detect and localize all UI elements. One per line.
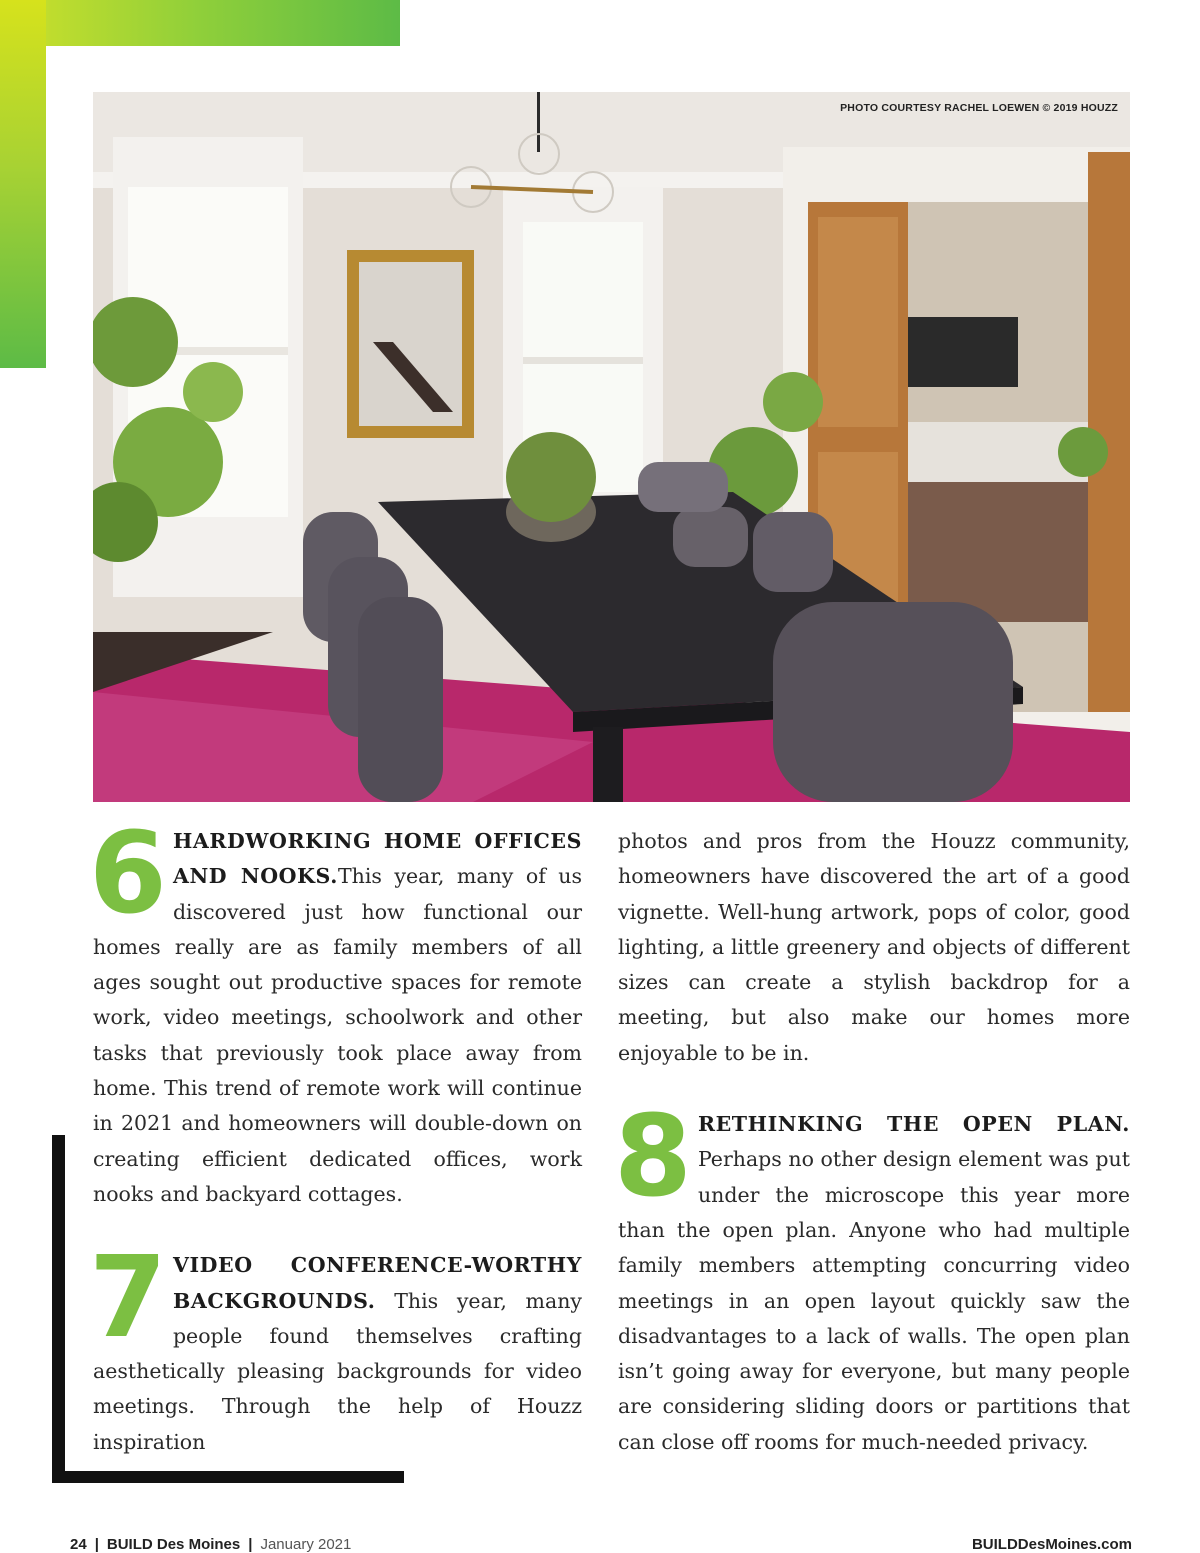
publication-name: BUILD Des Moines (106, 1536, 241, 1553)
website-link[interactable]: BUILDDesMoines.com (971, 1536, 1132, 1553)
article-column-left (89, 809, 582, 1460)
section-8 (614, 1092, 1130, 1460)
section-6 (89, 809, 582, 1212)
section-6-number: 6 (89, 809, 167, 939)
section-7-heading: VIDEO CONFERENCE-WORTHY BACKGROUNDS. (172, 1253, 582, 1313)
footer-left (70, 1536, 351, 1553)
page-number: 24 (70, 1536, 87, 1553)
dining-room-illustration (93, 92, 1130, 802)
issue-date: January 2021 (260, 1536, 352, 1553)
green-corner-bar-top (0, 0, 400, 46)
section-7 (89, 1233, 582, 1460)
black-corner-bar-bottom (52, 1471, 404, 1483)
page-footer (70, 1536, 1132, 1553)
section-7-body: This year, many people found themselves crafting aesthetically pleasing backgrounds for video meetings. Through the help of Houzz inspiration (93, 1288, 582, 1454)
article-column-right (614, 824, 1130, 1460)
dining-room-photo (93, 92, 1130, 802)
section-8-body: Perhaps no other design element was put under the microscope this year more than the open plan. Anyone who had multiple family members attempting concurring video meetings in an open layout quickly saw the disadvantages to a lack of walls. The open plan isn’t going away for everyone, but many people are considering sliding doors or partitions that can close off rooms for much-needed privacy. (618, 1147, 1130, 1454)
section-7-continued: photos and pros from the Houzz community, homeowners have discovered the art of a good vignette. Well-hung artwork, pops of color, good lighting, a little greenery and objects of different sizes can create a stylish backdrop for a meeting, but also make our homes more enjoyable to be in. (618, 829, 1130, 1065)
section-8-heading: RETHINKING THE OPEN PLAN. (697, 1112, 1130, 1137)
section-7-number: 7 (89, 1233, 167, 1364)
green-corner-bar-left (0, 0, 46, 368)
section-6-heading: HARDWORKING HOME OFFICES AND NOOKS. (172, 829, 582, 889)
footer-separator: | (94, 1536, 99, 1553)
section-6-body: This year, many of us discovered just how functional our homes really are as family members of all ages sought out productive spaces for remote work, video meetings, schoolwork and other tasks that previously took place away from home. This trend of remote work will continue in 2021 and homeowners will double-down on creating efficient dedicated offices, work nooks and backyard cottages. (93, 864, 582, 1206)
footer-separator-2: | (248, 1536, 253, 1553)
section-8-number: 8 (614, 1092, 692, 1223)
black-corner-bar-left (52, 1135, 65, 1483)
photo-credit: PHOTO COURTESY RACHEL LOEWEN © 2019 HOUZZ (840, 102, 1118, 114)
